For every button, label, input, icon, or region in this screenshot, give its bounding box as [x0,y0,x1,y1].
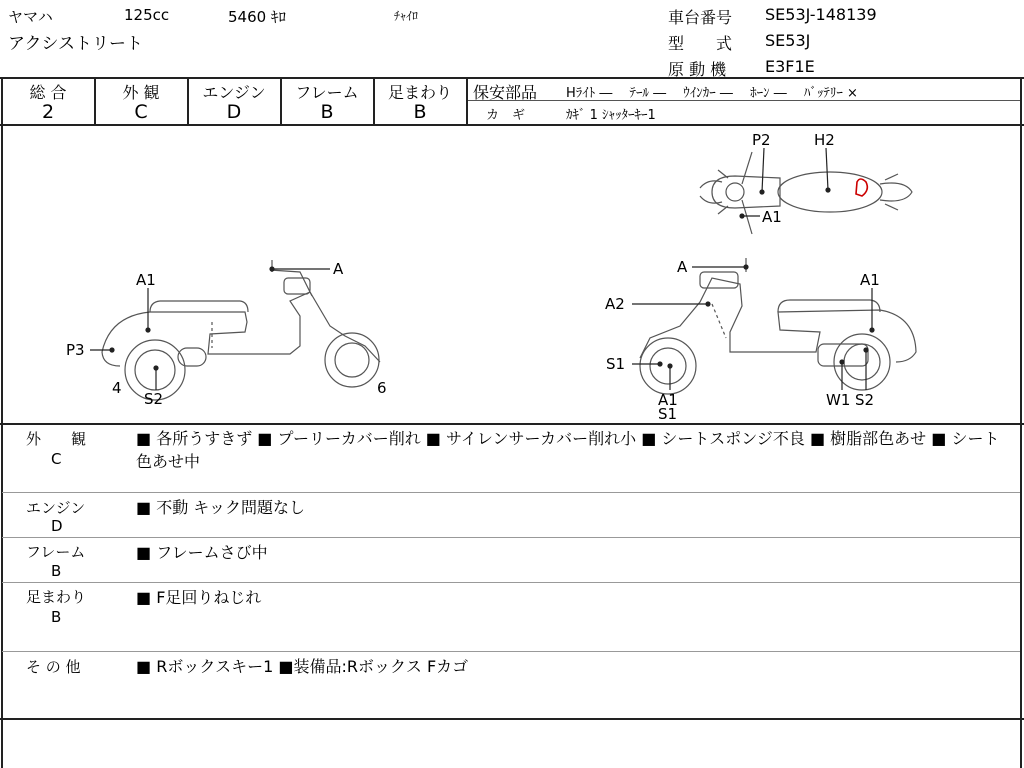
label-top-p2: P2 [752,131,771,149]
label-right-a: A [677,258,688,276]
label-right-s1: S1 [606,355,626,373]
remark-label-suspension: 足まわり [26,588,87,606]
label-right-s1b: S1 [658,405,678,422]
displacement: 125cc [124,6,170,24]
mileage: 5460 ｷﾛ [228,8,286,26]
model-name: アクシストリート [8,34,143,54]
grade-value-overall: 2 [41,101,55,123]
frame-no: SE53J-148139 [765,5,877,24]
remark-text-suspension: ■ F足回りねじれ [136,588,262,607]
label-right-s2: S2 [855,391,875,409]
type-label: 型 式 [668,34,733,53]
label-left-6: 6 [377,379,387,397]
label-left-4: 4 [112,379,122,397]
remark-grade-engine: D [51,517,63,535]
label-right-w1: W1 [826,391,851,409]
label-left-s2: S2 [144,390,164,408]
remark-label-exterior: 外 観 [26,430,87,448]
label-right-a1: A1 [860,271,880,289]
label-top-a1: A1 [762,208,782,226]
remark-label-other: そ の 他 [26,658,81,676]
label-left-a: A [333,260,344,278]
safety-items: Hﾗｲﾄ ― ﾃｰﾙ ― ｳｲﾝｶｰ ― ﾎｰﾝ ― ﾊﾞｯﾃﾘｰ × [566,86,858,101]
grade-label-frame: フレーム [295,83,359,102]
grade-value-engine: D [226,101,242,123]
safety-label: 保安部品 [473,83,538,102]
maker: ヤマハ [8,8,53,26]
engine-value: E3F1E [765,57,815,76]
grade-value-exterior: C [134,101,148,123]
frame-no-label: 車台番号 [668,8,733,27]
remark-text-engine: ■ 不動 キック問題なし [136,498,305,517]
label-right-a1b: A1 [658,391,678,409]
remark-grade-frame: B [51,562,62,580]
key-value: ｶｷﾞ 1 ｼｬｯﾀｰｷｰ1 [566,108,656,123]
remark-grade-suspension: B [51,608,62,626]
label-left-a1: A1 [136,271,156,289]
grade-label-engine: エンジン [202,83,266,102]
remark-text-frame: ■ フレームさび中 [136,543,268,562]
label-right-a2: A2 [605,295,625,313]
type-value: SE53J [765,31,811,50]
label-left-p3: P3 [66,341,85,359]
grade-label-suspension: 足まわり [387,83,452,102]
key-label: カ ギ [486,108,526,123]
color: ﾁｬｲﾛ [394,9,419,23]
remark-grade-exterior: C [51,450,62,468]
label-top-h2: H2 [814,131,835,149]
grade-label-overall: 総 合 [29,83,67,102]
remark-label-frame: フレーム [26,543,86,561]
grade-value-frame: B [320,101,334,123]
remark-text-other: ■ Rボックスキー1 ■装備品:Rボックス Fカゴ [136,657,469,676]
remark-text-exterior: ■ 各所うすきず ■ プーリーカバー削れ ■ サイレンサーカバー削れ小 ■ シートスポンジ不良 ■ 樹脂部色あせ ■ シート色あせ中 [136,429,1000,471]
scooter-top-view [700,152,912,234]
remark-label-engine: エンジン [26,499,86,517]
grade-value-suspension: B [413,101,427,123]
damage-diagram [0,126,1020,422]
engine-label: 原 動 機 [668,60,727,79]
grade-label-exterior: 外 観 [122,83,160,102]
damage-mark [856,179,867,196]
